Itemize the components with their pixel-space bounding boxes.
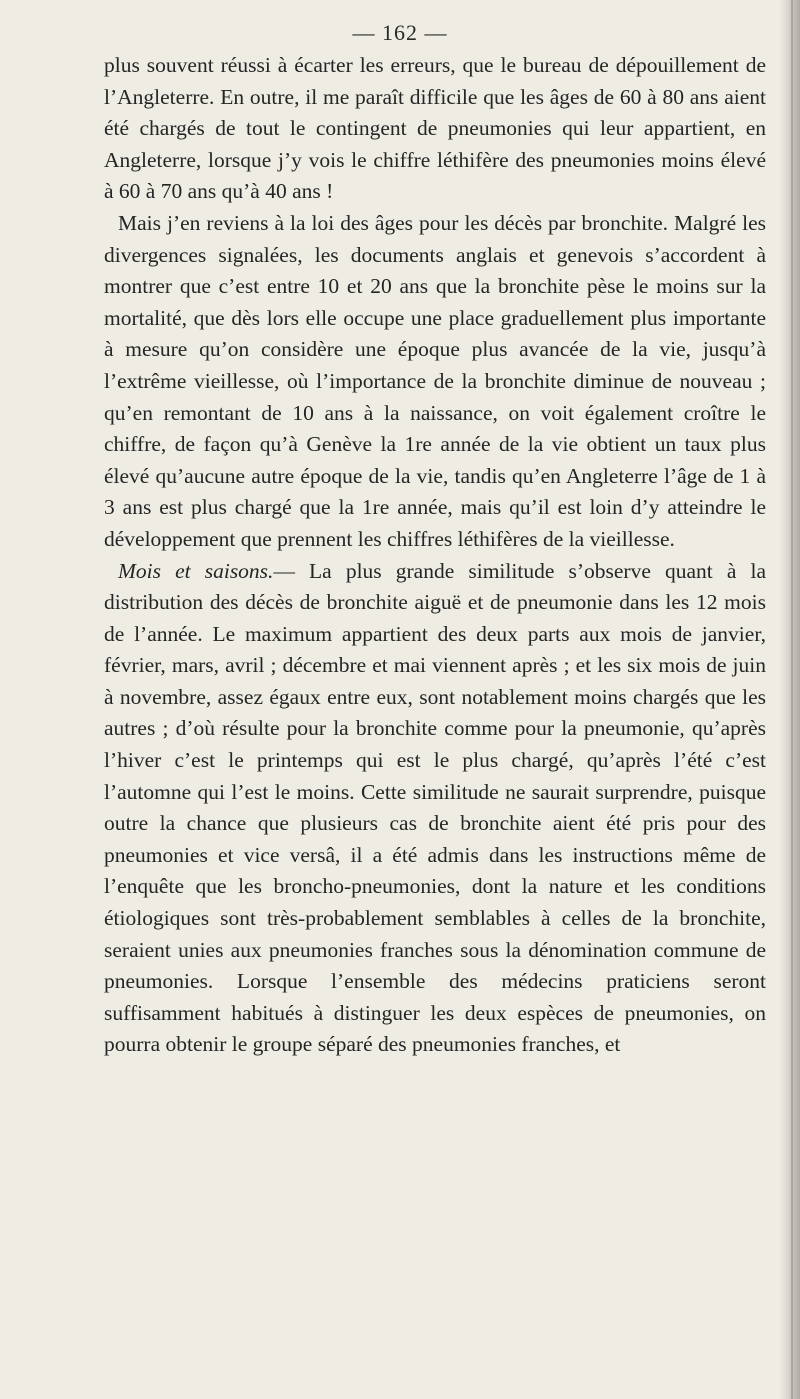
paragraph-2: Mais j’en reviens à la loi des âges pour les décès par bronchite. Malgré les divergences signalées, les documents anglais et genevois s’accordent à montrer que c’est entre 10 et 20 ans que la bronchite pèse le moins sur la mortalité, que dès lors elle occupe une place graduellement plus importante à mesure qu’on considère une époque plus avancée de la vie, jusqu’à l’extrême vieillesse, où l’importance de la bronchite diminue de nouveau ; qu’en remontant de 10 ans à la naissance, on voit également croître le chiffre, de façon qu’à Genève la 1re année de la vie obtient un taux plus élevé qu’aucune autre époque de la vie, tandis qu’en Angleterre l’âge de 1 à 3 ans est plus chargé que la 1re année, mais qu’il est loin d’y atteindre le développement que prennent les chiffres léthifères de la vieillesse. — [104, 210, 766, 551]
section-title: Mois et saisons. — [118, 558, 274, 583]
body-text — [104, 50, 766, 1061]
page-edge-shadow — [778, 0, 800, 1399]
paragraph-3 — [104, 556, 766, 1062]
paragraph-1: plus souvent réussi à écarter les erreurs, que le bureau de dépouillement de l’Angleterre. En outre, il me paraît difficile que les âges de 60 à 80 ans aient été chargés de tout le contingent de pneumonies qui leur appartient, en Angleterre, lorsque j’y vois le chiffre léthifère des pneumonies moins élevé à 60 à 70 ans qu’à 40 ans ! — [104, 53, 766, 204]
page-number: — 162 — — [352, 20, 448, 45]
page-edge-line — [791, 0, 793, 1399]
paragraph-3-text: — La plus grande similitude s’observe quant à la distribution des décès de bronchite aiguë et de pneumonie dans les 12 mois de l’année. Le maximum appartient des deux parts aux mois de janvier, février, mars, avril ; décembre et mai viennent après ; et les six mois de juin à novembre, assez égaux entre eux, sont notablement moins chargés que les autres ; d’où résulte pour la bronchite comme pour la pneumonie, qu’après l’hiver c’est le printemps qui est le plus chargé, qu’après l’été c’est l’automne qui l’est le moins. Cette similitude ne saurait surprendre, puisque outre la chance que plusieurs cas de bronchite aient été pris pour des pneumonies et vice versâ, il a été admis dans les instructions même de l’enquête que les broncho-pneumonies, dont la nature et les conditions étiologiques sont très-probablement semblables à celles de la bronchite, seraient unies aux pneumonies franches sous la dénomination commune de pneumonies. Lorsque l’ensemble des médecins praticiens seront suffisamment habitués à distinguer les deux espèces de pneumonies, on pourra obtenir le groupe séparé des pneumonies franches, et — [104, 558, 766, 1057]
